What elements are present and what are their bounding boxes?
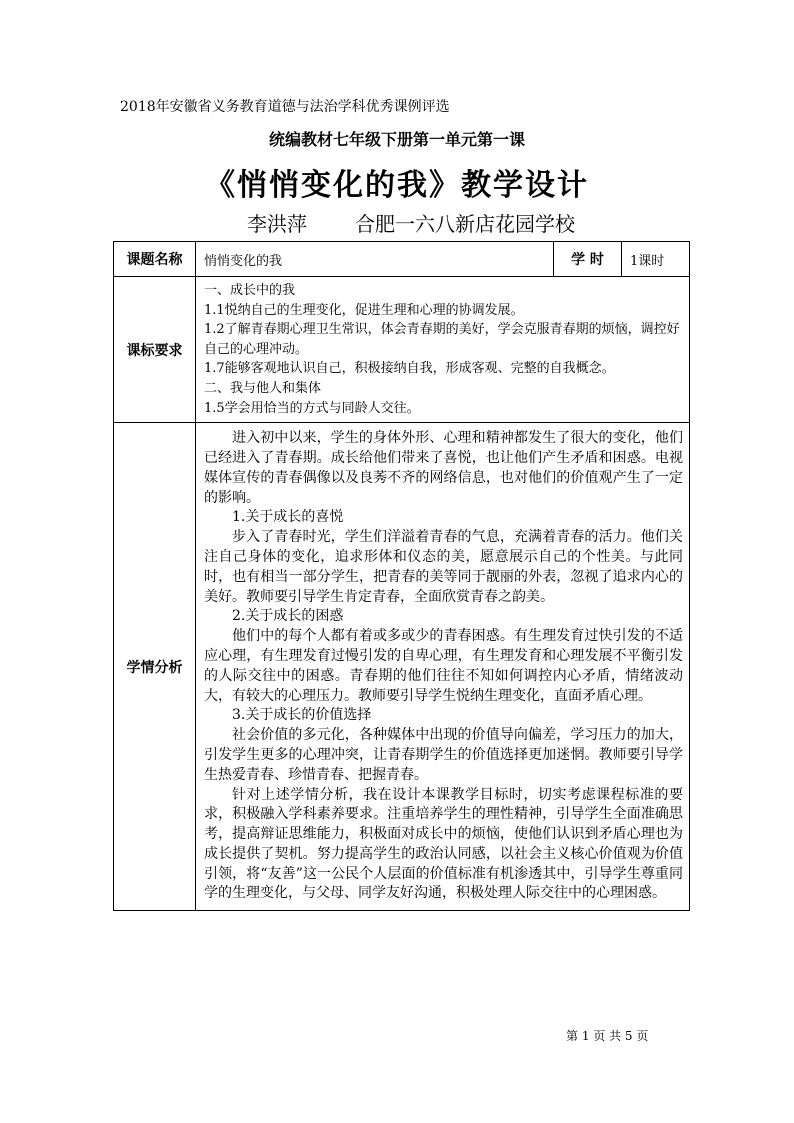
requirement-line: 一、成长中的我 (204, 283, 296, 298)
section-heading-values: 3.关于成长的价值选择 (232, 707, 372, 724)
section-text-confusion: 他们中的每个人都有着或多或少的青春困惑。有生理发育过快引发的不适应心理，有生理发育过慢引发的自卑心理，有生理发育和心理发展不平衡引发的人际交往中的困惑。青春期的他们往往不知如何调控内心矛盾，情绪波动大，有较大的心理压力。教师要引导学生悦纳生理变化，直面矛盾心理。 (204, 628, 683, 704)
topic-row (114, 242, 690, 277)
requirements-label: 课标要求 (114, 277, 196, 423)
section-heading-confusion: 2.关于成长的困惑 (232, 608, 344, 625)
requirements-content (196, 277, 690, 423)
section-text-values: 社会价值的多元化，各种媒体中出现的价值导向偏差，学习压力的加大，引发学生更多的心理冲突，让青春期学生的价值选择更加迷惘。教师要引导学生热爱青春、珍惜青春、把握青春。 (204, 727, 683, 783)
section-heading-joy: 1.关于成长的喜悦 (232, 509, 344, 526)
hours-value: 1课时 (622, 242, 690, 277)
requirement-line: 二、我与他人和集体 (204, 380, 322, 396)
topic-value: 悄悄变化的我 (196, 242, 554, 277)
analysis-row (114, 423, 690, 911)
requirement-line: 1.2了解青春期心理卫生常识，体会青春期的美好，学会克服青春期的烦恼，调控好自己的心理冲动。 (204, 322, 680, 357)
analysis-conclusion: 针对上述学情分析，我在设计本课教学目标时，切实考虑课程标准的要求，积极融入学科素养要求。注重培养学生的理性精神，引导学生全面准确思考，提高辩证思维能力，积极面对成长中的烦恼，使他们认识到矛盾心理也为成长提供了契机。努力提高学生的政治认同感，以社会主义核心价值观为价值引领，将“友善”这一公民个人层面的价值标准有机渗透其中，引导学生尊重同学的生理变化，与父母、同学友好沟通，积极处理人际交往中的心理困惑。 (204, 786, 683, 902)
competition-line: 2018年安徽省义务教育道德与法治学科优秀课例评选 (120, 99, 450, 115)
author-line (247, 208, 575, 237)
page-title: 《悄悄变化的我》教学设计 (205, 168, 589, 203)
page-footer: 第 1 页 共 5 页 (566, 1029, 649, 1043)
textbook-line: 统编教材七年级下册第一单元第一课 (268, 130, 525, 149)
requirement-line: 1.5学会用恰当的方式与同龄人交往。 (204, 400, 420, 416)
analysis-content (196, 423, 690, 911)
analysis-intro: 进入初中以来，学生的身体外形、心理和精神都发生了很大的变化，他们已经进入了青春期。成长给他们带来了喜悦，也让他们产生矛盾和困惑。电视媒体宣传的青春偶像以及良莠不齐的网络信息，也对他们的价值观产生了一定的影响。 (204, 430, 683, 506)
author-name: 李洪萍 (247, 212, 307, 236)
section-text-joy: 步入了青春时光，学生们洋溢着青春的气息，充满着青春的活力。他们关注自己身体的变化，追求形体和仪态的美，愿意展示自己的个性美。与此同时，也有相当一部分学生，把青春的美等同于靓丽的外表，忽视了追求内心的美好。教师要引导学生肯定青春，全面欣赏青春之韵美。 (204, 529, 683, 605)
hours-label: 学 时 (554, 242, 622, 277)
requirement-line: 1.7能够客观地认识自己，积极接纳自我，形成客观、完整的自我概念。 (204, 361, 615, 377)
lesson-design-table (113, 241, 690, 911)
school-name: 合肥一六八新店花园学校 (355, 212, 575, 236)
topic-label: 课题名称 (114, 242, 196, 277)
requirements-row (114, 277, 690, 423)
analysis-label: 学情分析 (114, 423, 196, 911)
requirement-line: 1.1悦纳自己的生理变化，促进生理和心理的协调发展。 (204, 302, 524, 318)
